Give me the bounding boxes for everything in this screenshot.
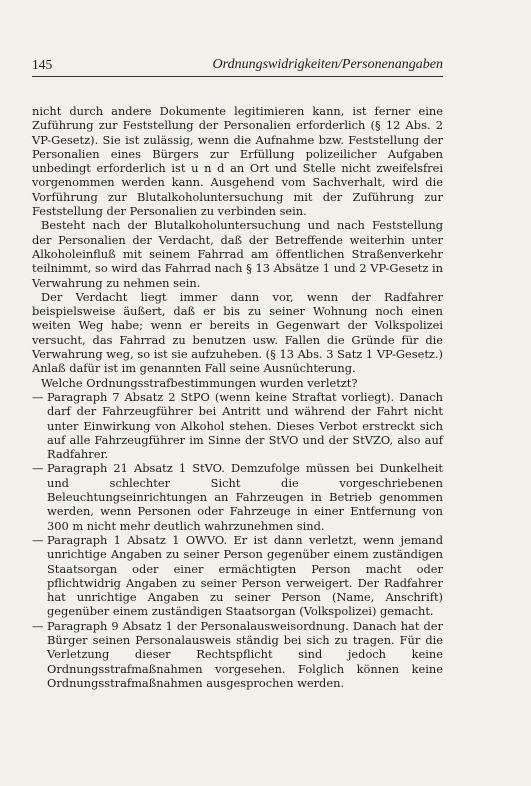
paragraph: Besteht nach der Blutalkoholuntersuchung und nach Feststellung der Personalien der Verdacht, daß der Betreffende weiterhin unter Alkoholeinfluß mit seinem Fahrrad am öffentlichen Straßenverkehr teilnimmt, so wird das Fahrrad nach § 13 Absätze 1 und 2 VP-Gesetz in Verwahrung zu nehmen sein. (32, 218, 443, 290)
dash-bullet: — (32, 461, 44, 476)
dash-bullet: — (32, 532, 44, 547)
list-item-text: Paragraph 9 Absatz 1 der Personalausweisordnung. Danach hat der Bürger seinen Personalausweis ständig bei sich zu tragen. Für die Verletzung dieser Rechtspflicht sind jedoch keine Ordnungsstrafmaßnahmen vorgesehen. Folglich können keine Ordnungsstrafmaßnahmen ausgesprochen werden. (47, 618, 443, 690)
running-title: Ordnungswidrigkeiten/Personenangaben (212, 57, 443, 72)
dash-bullet: — (32, 389, 44, 404)
paragraph-continuation: nicht durch andere Dokumente legitimieren kann, ist ferner eine Zuführung zur Feststellung der Personalien erforderlich (§ 12 Abs. 2 VP-Gesetz). Sie ist zulässig, wenn die Aufnahme bzw. Feststellung der Personalien eines Bürgers zur Erfüllung polizeilicher Aufgaben unbedingt erforderlich ist u n d an Ort und Stelle nicht zweifelsfrei vorgenommen werden kann. Ausgehend vom Sachverhalt, wird die Vorführung zur Blutalkoholuntersuchung mit der Zuführung zur Feststellung der Personalien zu verbinden sein. (32, 104, 443, 219)
page-header (32, 57, 443, 73)
list-item (32, 461, 443, 532)
list-item-text: Paragraph 1 Absatz 1 OWVO. Er ist dann verletzt, wenn jemand unrichtige Angaben zu seiner Person gegenüber einem zuständigen Staatsorgan oder einer ermächtigten Person macht oder pflichtwidrig Angaben zu seiner Person verweigert. Der Radfahrer hat unrichtige Angaben zu seiner Person (Name, Anschrift) gegenüber einem zuständigen Staatsorgan (Volkspolizei) gemacht. (47, 532, 443, 619)
list-item (32, 619, 443, 690)
list-item-text: Paragraph 21 Absatz 1 StVO. Demzufolge müssen bei Dunkelheit und schlechter Sicht die vorgeschriebenen Beleuchtungseinrichtungen an Fahrzeugen in Betrieb genommen werden, wenn Personen oder Fahrzeuge in einer Entfernung von 300 m nicht mehr deutlich wahrzunehmen sind. (47, 461, 443, 533)
list-item-text: Paragraph 7 Absatz 2 StPO (wenn keine Straftat vorliegt). Danach darf der Fahrzeugführer bei Antritt und während der Fahrt nicht unter Einwirkung von Alkohol stehen. Dieses Verbot erstreckt sich auf alle Fahrzeugführer im Sinne der StVO und der StVZO, also auf Radfahrer. (47, 389, 443, 462)
list-item (32, 390, 443, 461)
page-number: 145 (32, 57, 53, 72)
list-item (32, 533, 443, 619)
page-body (32, 104, 443, 690)
question-line: Welche Ordnungsstrafbestimmungen wurden verletzt? (41, 375, 358, 390)
paragraph: Der Verdacht liegt immer dann vor, wenn der Radfahrer beispielsweise äußert, daß er bis zu seiner Wohnung noch einen weiten Weg habe; wenn er bereits in Gegenwart der Volkspolizei versucht, das Fahrrad zu benutzen usw. Fallen die Gründe für die Verwahrung weg, so ist sie aufzuheben. (§ 13 Abs. 3 Satz 1 VP-Gesetz.) Anlaß dafür ist im genannten Fall seine Ausnüchterung. (32, 289, 443, 376)
header-rule (32, 76, 443, 77)
dash-bullet: — (32, 618, 44, 633)
